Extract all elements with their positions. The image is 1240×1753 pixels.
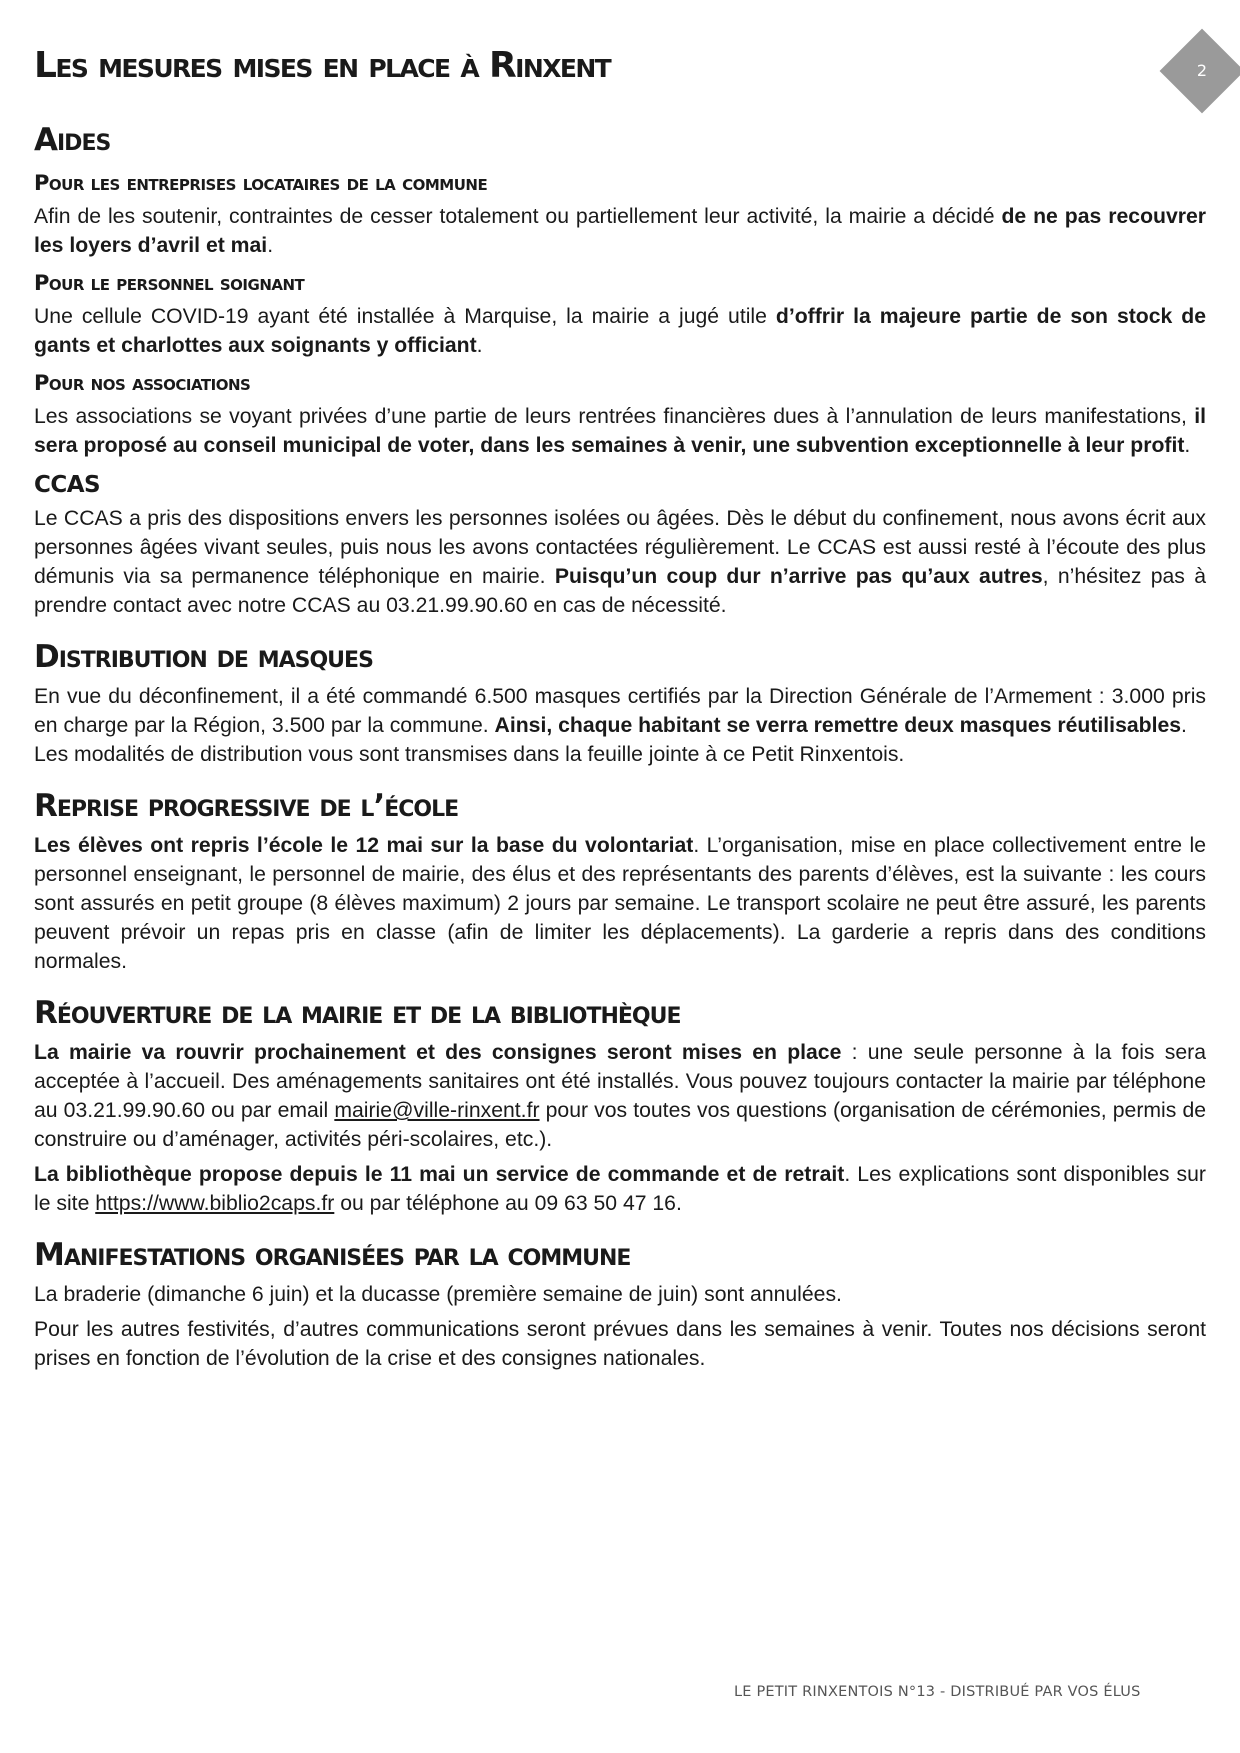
paragraph-soignant: Une cellule COVID-19 ayant été installée à Marquise, la mairie a jugé utile d’offrir la majeure partie de son stock de gants et charlottes aux soignants y officiant. <box>34 305 1206 357</box>
section-heading-reouverture: Réouverture de la mairie et de la bibliothèque <box>34 995 681 1031</box>
paragraph-associations: Les associations se voyant privées d’une partie de leurs rentrées financières dues à l’annulation de leurs manifestations, il sera proposé au conseil municipal de voter, dans les semaines à venir, une subvention exceptionnelle à leur profit. <box>34 405 1206 457</box>
article-content <box>34 116 1206 1373</box>
section-heading-manifestations: Manifestations organisées par la commune <box>34 1237 631 1273</box>
page-title: Les mesures mises en place à Rinxent <box>34 45 611 86</box>
section-heading-aides: Aides <box>34 122 111 158</box>
page-number-badge <box>1160 29 1240 113</box>
subheading-entreprises: Pour les entreprises locataires de la commune <box>34 171 488 195</box>
section-heading-masques: Distribution de masques <box>34 639 373 675</box>
footer-text: LE PETIT RINXENTOIS N°13 - DISTRIBUÉ PAR VOS ÉLUS <box>734 1684 1141 1700</box>
paragraph-bibliotheque: La bibliothèque propose depuis le 11 mai un service de commande et de retrait. Les explications sont disponibles sur le site https://www.biblio2caps.fr ou par téléphone au 09 63 50 47 16. <box>34 1163 1206 1215</box>
section-heading-ecole: Reprise progressive de l’école <box>34 788 459 824</box>
subheading-soignant: Pour le personnel soignant <box>34 271 305 295</box>
paragraph-ccas: Le CCAS a pris des dispositions envers les personnes isolées ou âgées. Dès le début du confinement, nous avons écrit aux personnes âgées vivant seules, puis nous les avons contactées régulièrement. Le CCAS est aussi resté à l’écoute des plus démunis via sa permanence téléphonique en mairie. Puisqu’un coup dur n’arrive pas qu’aux autres, n’hésitez pas à prendre contact avec notre CCAS au 03.21.99.90.60 en cas de nécessité. <box>34 507 1206 617</box>
paragraph-mairie: La mairie va rouvrir prochainement et des consignes seront mises en place : une seule personne à la fois sera acceptée à l’accueil. Des aménagements sanitaires ont été installés. Vous pouvez toujours contacter la mairie par téléphone au 03.21.99.90.60 ou par email mairie@ville-rinxent.fr pour vos toutes vos questions (organisation de cérémonies, permis de construire ou d’aménager, activités péri-scolaires, etc.). <box>34 1041 1207 1151</box>
subheading-associations: Pour nos associations <box>34 371 251 395</box>
paragraph-masques: En vue du déconfinement, il a été commandé 6.500 masques certifiés par la Direction Générale de l’Armement : 3.000 pris en charge par la Région, 3.500 par la commune. Ainsi, chaque habitant se verra remettre deux masques réutilisables. <box>34 685 1206 737</box>
paragraph-braderie: La braderie (dimanche 6 juin) et la ducasse (première semaine de juin) sont annulées. <box>34 1283 842 1306</box>
website-link[interactable]: https://www.biblio2caps.fr <box>95 1192 335 1215</box>
paragraph-festivites: Pour les autres festivités, d’autres communications seront prévues dans les semaines à venir. Toutes nos décisions seront prises en fonction de l’évolution de la crise et des consignes nationales. <box>34 1318 1206 1370</box>
paragraph-entreprises: Afin de les soutenir, contraintes de cesser totalement ou partiellement leur activité, la mairie a décidé de ne pas recouvrer les loyers d’avril et mai. <box>34 205 1207 257</box>
subheading-ccas: CCAS <box>34 472 101 498</box>
paragraph-masques-modalites: Les modalités de distribution vous sont transmises dans la feuille jointe à ce Petit Rinxentois. <box>34 743 905 766</box>
email-link[interactable]: mairie@ville-rinxent.fr <box>334 1099 540 1122</box>
paragraph-ecole: Les élèves ont repris l’école le 12 mai sur la base du volontariat. L’organisation, mise en place collectivement entre le personnel enseignant, le personnel de mairie, des élus et des représentants des parents d’élèves, est la suivante : les cours sont assurés en petit groupe (8 élèves maximum) 2 jours par semaine. Le transport scolaire ne peut être assuré, les parents peuvent prévoir un repas pris en classe (afin de limiter les déplacements). La garderie a repris dans des conditions normales. <box>34 834 1206 973</box>
page-number: 2 <box>1196 61 1208 80</box>
